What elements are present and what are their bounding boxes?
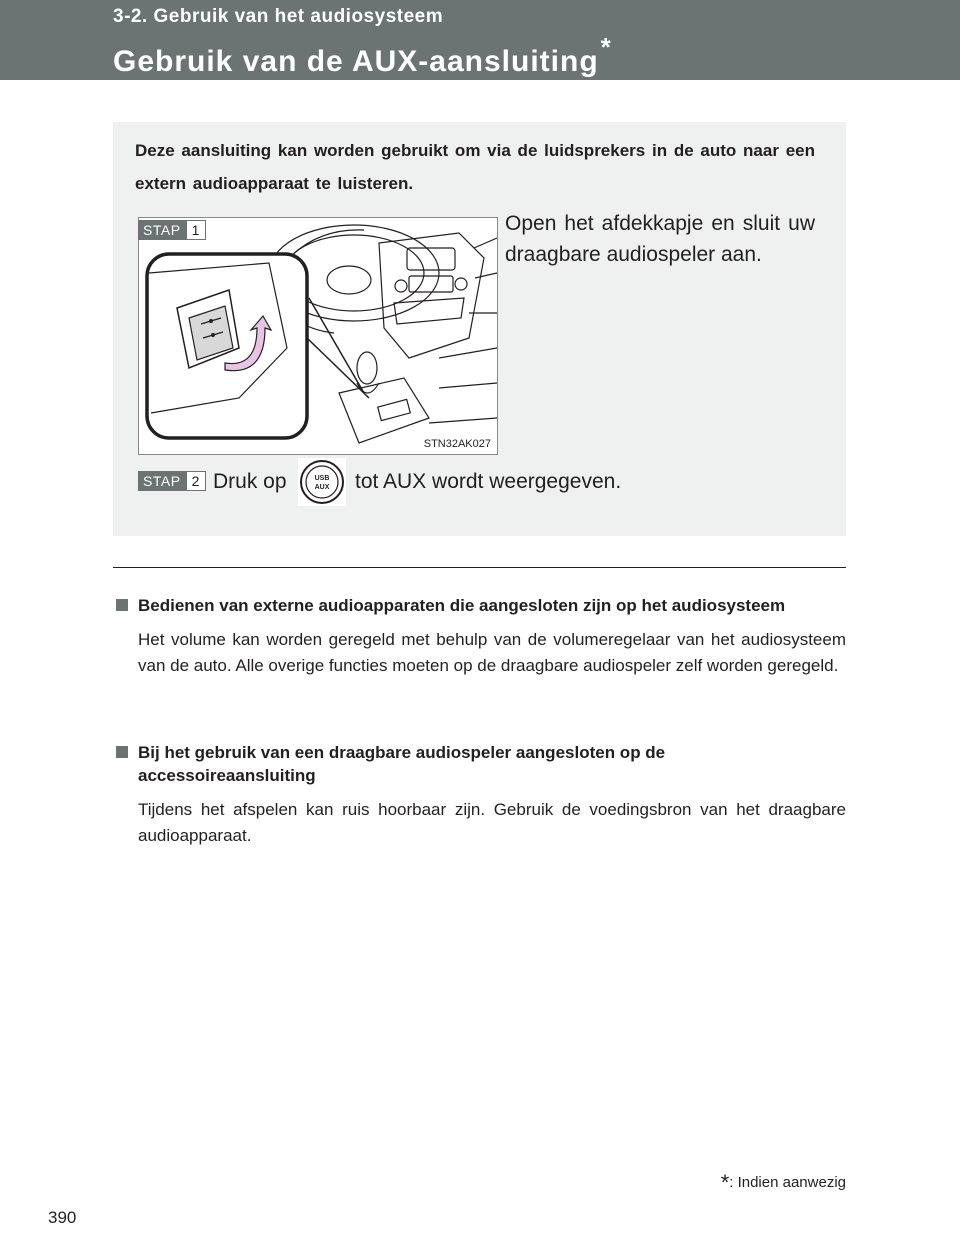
footnote-asterisk: * <box>720 1170 730 1195</box>
topic-body: Het volume kan worden geregeld met behulp van de volumeregelaar van het audiosysteem van de auto. Alle overige functies moeten op de draagbare audiospeler zelf worden geregeld. <box>138 630 846 675</box>
step-2-row <box>138 458 828 508</box>
figure-code: STN32AK027 <box>423 438 491 450</box>
page-number: 390 <box>48 1208 77 1227</box>
intro-text: Deze aansluiting kan worden gebruikt om via de luidsprekers in de auto naar een extern audioapparaat te luisteren. <box>135 141 815 193</box>
square-bullet-icon <box>116 746 128 758</box>
step-2-text-after: tot AUX wordt weergegeven. <box>355 470 622 493</box>
section-label: 3-2. Gebruik van het audiosysteem <box>113 6 444 27</box>
step-2-badge-word: STAP <box>138 471 186 491</box>
page-title <box>113 32 612 79</box>
usb-aux-button-icon <box>298 458 346 506</box>
step-2-badge <box>138 471 206 491</box>
step-2-text-before: Druk op <box>213 470 287 493</box>
step-1-badge <box>138 220 206 240</box>
title-asterisk: * <box>600 32 612 62</box>
aux-port-illustration <box>138 217 498 455</box>
page-title-text: Gebruik van de AUX-aansluiting <box>113 45 599 78</box>
topic-heading-text: Bedienen van externe audioapparaten die aangesloten zijn op het audiosysteem <box>138 596 786 615</box>
page-header <box>0 0 960 80</box>
instruction-box <box>113 122 846 536</box>
section-divider <box>113 567 846 568</box>
step-1-badge-word: STAP <box>138 220 186 240</box>
topic-heading <box>116 594 846 617</box>
step-2-badge-number: 2 <box>186 471 206 491</box>
dashboard-drawing <box>139 218 498 455</box>
usb-label: USB <box>314 475 330 482</box>
step-1-badge-number: 1 <box>186 220 206 240</box>
topic-heading-text: Bij het gebruik van een draagbare audiospeler aangesloten op de accessoireaansluiting <box>138 743 666 785</box>
aux-detail-callout <box>147 254 307 438</box>
aux-label: AUX <box>314 484 330 491</box>
topic-body: Tijdens het afspelen kan ruis hoorbaar zijn. Gebruik de voedingsbron van het draagbare audioapparaat. <box>138 800 846 845</box>
square-bullet-icon <box>116 599 128 611</box>
footnote-text: : Indien aanwezig <box>729 1174 846 1191</box>
topic-external-devices <box>116 594 846 679</box>
footnote <box>721 1167 846 1193</box>
step-1-text: Open het afdekkapje en sluit uw draagbare audiospeler aan. <box>505 212 815 266</box>
topic-accessory-socket <box>116 741 846 849</box>
topic-heading <box>116 741 846 787</box>
center-console-outline <box>379 233 484 358</box>
